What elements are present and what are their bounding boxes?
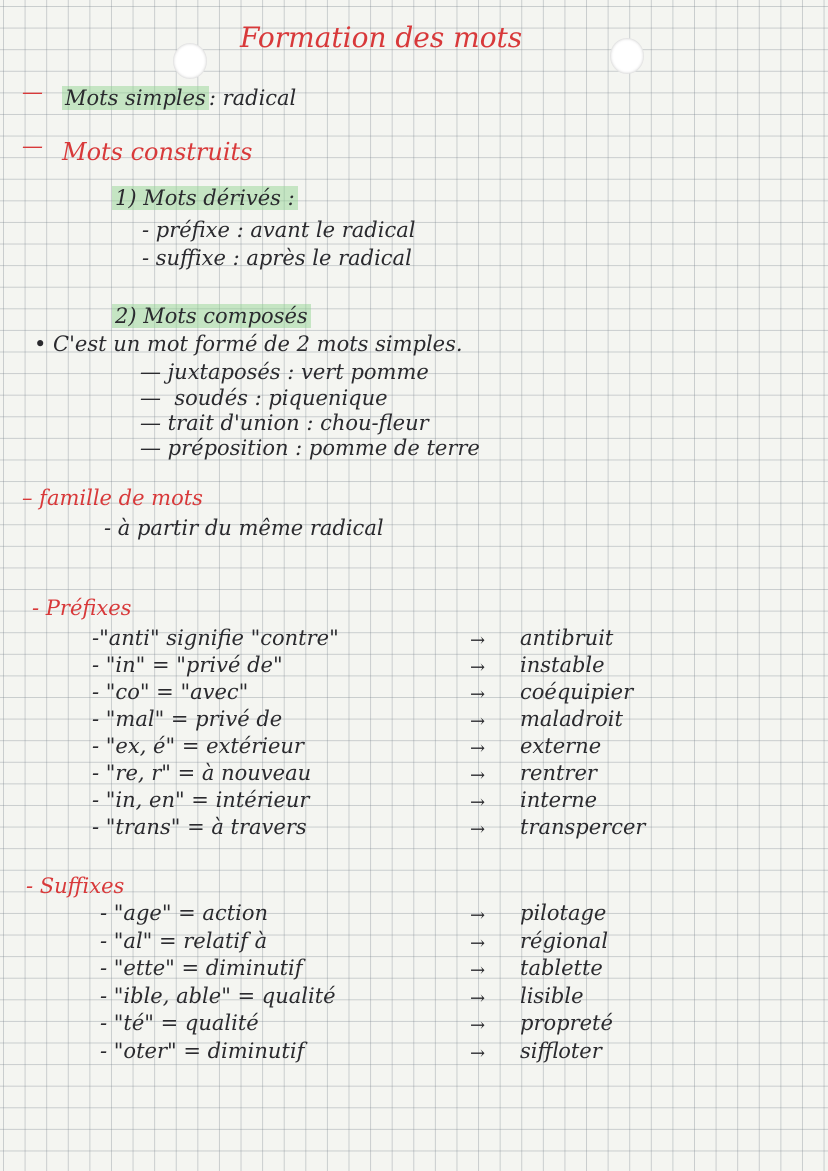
arrow-icon: → xyxy=(470,630,486,651)
suffixe-definition: - "oter" = diminutif xyxy=(100,1038,305,1063)
prefixe-example: rentrer xyxy=(520,761,597,785)
arrow-icon: → xyxy=(470,932,486,954)
prefixe-example: instable xyxy=(520,653,605,677)
suffixe-example: propreté xyxy=(520,1011,613,1035)
prefixe-definition: - "co" = "avec" xyxy=(92,680,249,704)
punch-hole-right xyxy=(610,38,644,74)
prefixes-heading: - Préfixes xyxy=(32,596,132,620)
prefixe-definition: - "mal" = privé de xyxy=(92,707,283,731)
arrow-icon: → xyxy=(470,819,486,840)
prefixe-example: interne xyxy=(520,788,598,812)
compound-item: — préposition : pomme de terre xyxy=(140,436,480,460)
arrow-icon: → xyxy=(470,960,486,981)
prefixe-example: antibruit xyxy=(520,626,614,650)
prefixe-definition: - "ex, é" = extérieur xyxy=(92,734,304,758)
arrow-icon: → xyxy=(470,684,486,705)
compound-item: — soudés : piquenique xyxy=(140,386,388,410)
suffixe-definition: - "al" = relatif à xyxy=(100,928,268,953)
dash: — xyxy=(22,134,43,158)
compound-definition: • C'est un mot formé de 2 mots simples. xyxy=(34,332,463,356)
compound-item: — trait d'union : chou-fleur xyxy=(140,411,429,435)
suffixe-example: régional xyxy=(520,928,609,953)
prefixe-definition: - "in, en" = intérieur xyxy=(92,788,310,812)
arrow-icon: → xyxy=(470,987,486,1009)
arrow-icon: → xyxy=(470,1042,486,1064)
suffixe-definition: - "té" = qualité xyxy=(100,1011,259,1035)
simple-desc: : radical xyxy=(208,86,297,110)
page-title: Formation des mots xyxy=(240,21,523,54)
derived-item: - préfixe : avant le radical xyxy=(142,218,416,242)
suffixe-definition: - "age" = action xyxy=(100,901,269,925)
suffixe-example: tablette xyxy=(520,956,603,980)
simple-words xyxy=(62,88,296,109)
arrow-icon: → xyxy=(470,905,486,926)
derived-heading-text: 1) Mots dérivés : xyxy=(112,186,298,210)
family-heading: – famille de mots xyxy=(22,486,203,510)
dash: — xyxy=(22,80,43,104)
prefixe-definition: - "trans" = à travers xyxy=(92,815,307,839)
constructed-heading: Mots construits xyxy=(62,138,253,166)
prefixe-example: maladroit xyxy=(520,707,623,731)
prefixe-definition: -"anti" signifie "contre" xyxy=(92,626,339,650)
family-desc: - à partir du même radical xyxy=(104,516,384,540)
prefixe-example: transpercer xyxy=(520,815,646,839)
suffixe-example: pilotage xyxy=(520,901,607,925)
suffixe-definition: - "ible, able" = qualité xyxy=(100,983,336,1008)
compound-item: — juxtaposés : vert pomme xyxy=(140,360,429,384)
arrow-icon: → xyxy=(470,657,486,678)
arrow-icon: → xyxy=(470,711,486,732)
prefixe-example: externe xyxy=(520,734,602,758)
suffixe-example: siffloter xyxy=(520,1038,602,1063)
arrow-icon: → xyxy=(470,765,486,786)
arrow-icon: → xyxy=(470,1015,486,1036)
suffixes-heading: - Suffixes xyxy=(26,874,125,898)
suffixe-definition: - "ette" = diminutif xyxy=(100,956,303,980)
compound-heading-text: 2) Mots composés xyxy=(112,304,311,328)
simple-label: Mots simples xyxy=(62,86,209,110)
punch-hole-left xyxy=(173,43,207,79)
prefixe-definition: - "in" = "privé de" xyxy=(92,653,283,677)
derived-heading xyxy=(112,188,298,209)
prefixe-definition: - "re, r" = à nouveau xyxy=(92,761,312,785)
compound-heading xyxy=(112,306,311,327)
derived-item: - suffixe : après le radical xyxy=(142,246,412,270)
arrow-icon: → xyxy=(470,792,486,813)
arrow-icon: → xyxy=(470,738,486,759)
suffixe-example: lisible xyxy=(520,983,584,1008)
prefixe-example: coéquipier xyxy=(520,680,634,704)
